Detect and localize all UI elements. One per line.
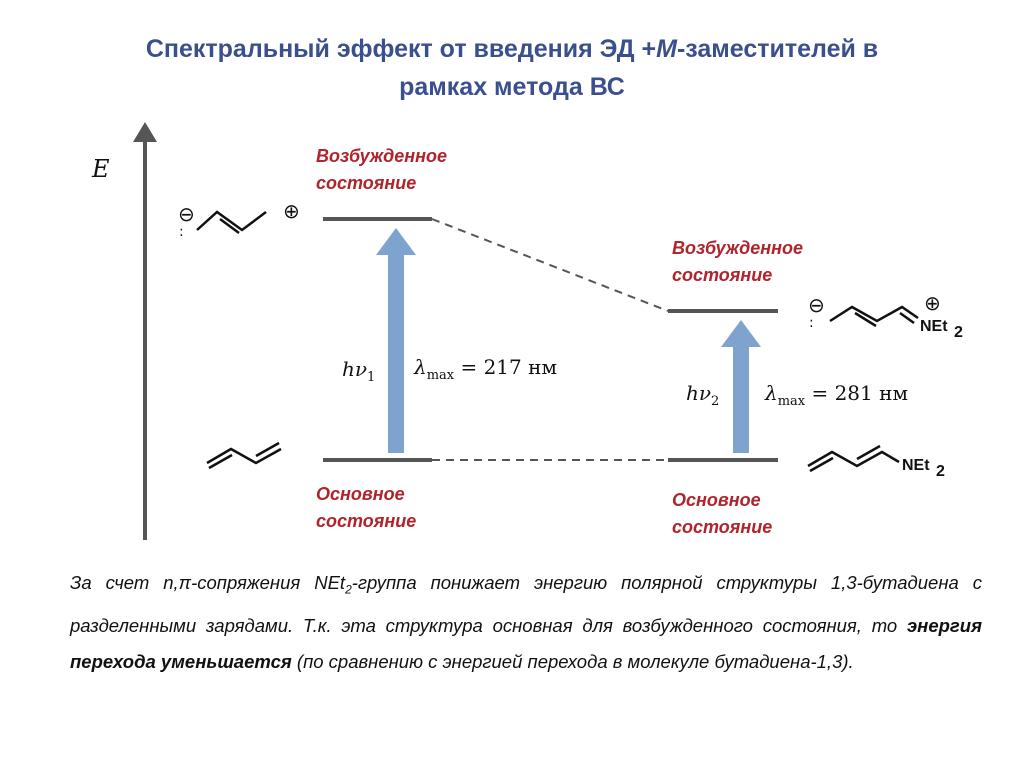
- right-ground-label: [672, 487, 772, 541]
- energy-axis-label: E: [92, 155, 110, 183]
- title-line2: рамках метода ВС: [399, 73, 625, 101]
- right-minus-charge: ⊖: [808, 293, 825, 317]
- right-lambda-max: $\lambda_{max} = 281$ нм: [765, 381, 908, 409]
- para-text-1: За счет n,π-сопряжения NEt: [70, 572, 346, 593]
- right-ground-line2: состояние: [672, 517, 773, 537]
- right-excited-label: [672, 235, 803, 289]
- right-aminobutadiene: [808, 446, 899, 471]
- para-text-3: (по сравнению с энергией перехода в молекуле бутадиена-1,3).: [291, 650, 854, 672]
- title-italic-m: M: [656, 35, 677, 63]
- right-excited-line2: состояние: [672, 265, 773, 285]
- energy-axis-arrowhead: [133, 122, 157, 142]
- right-plus-charge: ⊕: [924, 291, 941, 315]
- left-ground-line2: состояние: [316, 511, 417, 531]
- right-excited-net2-main: NEt: [920, 318, 948, 335]
- left-excited-label: [316, 143, 447, 197]
- left-minus-charge: ⊖: [178, 202, 195, 226]
- right-excited-line1: Возбужденное: [672, 238, 804, 258]
- para-sub: 2: [345, 582, 352, 597]
- explanation-paragraph: [70, 565, 982, 680]
- left-polar-butadiene: [197, 212, 266, 233]
- para-text-2: -группа понижает энергию полярной структуры 1,3-бутадиена с разделенными зарядами. Т.к. эта структура основная для возбужденного состояния, то: [70, 572, 982, 636]
- right-photon-energy: $h\nu_2$: [686, 381, 720, 409]
- left-transition-arrow: [376, 228, 416, 453]
- para-bold: энергия перехода уменьшается: [70, 614, 982, 672]
- left-ground-label: [316, 481, 416, 535]
- right-lone-pair: :: [809, 315, 814, 331]
- left-butadiene: [207, 443, 281, 468]
- right-transition-arrow: [721, 320, 761, 453]
- left-excited-line2: состояние: [316, 173, 417, 193]
- right-excited-net2-sub: 2: [954, 324, 963, 341]
- right-ground-line1: Основное: [672, 490, 761, 510]
- right-ground-net2-main: NEt: [902, 457, 930, 474]
- left-lambda-max: $\lambda_{max} = 217$ нм: [414, 355, 557, 383]
- left-photon-energy: $h\nu_1$: [342, 357, 376, 385]
- right-ground-net2-sub: 2: [936, 463, 945, 480]
- left-plus-charge: ⊕: [283, 199, 300, 223]
- left-excited-line1: Возбужденное: [316, 146, 448, 166]
- title-part2: -заместителей в: [676, 35, 879, 63]
- title-part1: Спектральный эффект от введения ЭД +: [145, 35, 657, 63]
- excited-connector-dashed: [432, 219, 668, 311]
- left-lone-pair: :: [179, 224, 184, 240]
- left-ground-line1: Основное: [316, 484, 405, 504]
- right-polar-aminobutadiene: [830, 307, 918, 326]
